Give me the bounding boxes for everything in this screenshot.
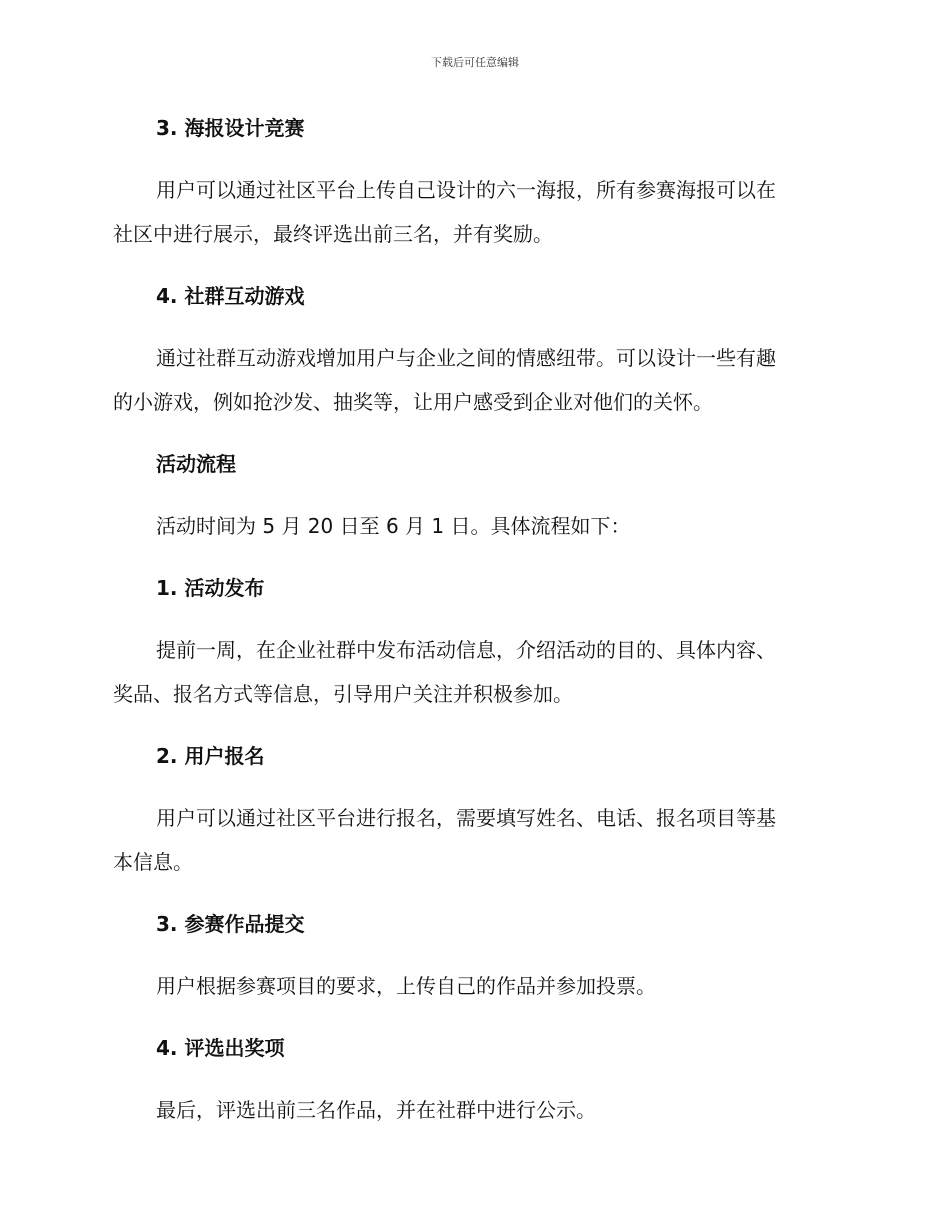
section-heading: 活动流程 xyxy=(156,452,236,476)
page-header-note: 下载后可任意编辑 xyxy=(431,56,519,69)
paragraph-line: 提前一周，在企业社群中发布活动信息，介绍活动的目的、具体内容、 xyxy=(156,638,776,662)
paragraph-line: 的小游戏，例如抢沙发、抽奖等，让用户感受到企业对他们的关怀。 xyxy=(113,390,713,414)
section-heading: 3. 海报设计竞赛 xyxy=(156,116,305,140)
section-community-games xyxy=(113,278,833,446)
paragraph xyxy=(113,336,833,424)
paragraph-line: 最后，评选出前三名作品，并在社群中进行公示。 xyxy=(156,1098,596,1122)
section-award-selection xyxy=(113,1030,833,1132)
section-heading: 4. 评选出奖项 xyxy=(156,1036,285,1060)
section-heading: 4. 社群互动游戏 xyxy=(156,284,305,308)
paragraph xyxy=(113,168,833,256)
paragraph xyxy=(113,964,833,1008)
paragraph-line: 通过社群互动游戏增加用户与企业之间的情感纽带。可以设计一些有趣 xyxy=(156,346,776,370)
paragraph-line: 用户根据参赛项目的要求，上传自己的作品并参加投票。 xyxy=(156,974,656,998)
paragraph-line: 本信息。 xyxy=(113,850,193,874)
paragraph xyxy=(113,796,833,884)
paragraph-line: 社区中进行展示，最终评选出前三名，并有奖励。 xyxy=(113,222,553,246)
paragraph xyxy=(113,504,833,548)
section-heading: 3. 参赛作品提交 xyxy=(156,912,305,936)
paragraph-line: 用户可以通过社区平台上传自己设计的六一海报，所有参赛海报可以在 xyxy=(156,178,776,202)
section-poster-contest xyxy=(113,110,833,278)
paragraph-line: 用户可以通过社区平台进行报名，需要填写姓名、电话、报名项目等基 xyxy=(156,806,776,830)
paragraph xyxy=(113,1088,833,1132)
section-activity-flow xyxy=(113,446,833,570)
paragraph-line: 奖品、报名方式等信息，引导用户关注并积极参加。 xyxy=(113,682,573,706)
section-heading: 2. 用户报名 xyxy=(156,744,265,768)
section-activity-release xyxy=(113,570,833,738)
paragraph xyxy=(113,628,833,716)
section-heading: 1. 活动发布 xyxy=(156,576,265,600)
section-user-registration xyxy=(113,738,833,906)
document-body xyxy=(113,110,833,1132)
section-work-submission xyxy=(113,906,833,1030)
paragraph-line: 活动时间为 5 月 20 日至 6 月 1 日。具体流程如下： xyxy=(156,514,631,538)
